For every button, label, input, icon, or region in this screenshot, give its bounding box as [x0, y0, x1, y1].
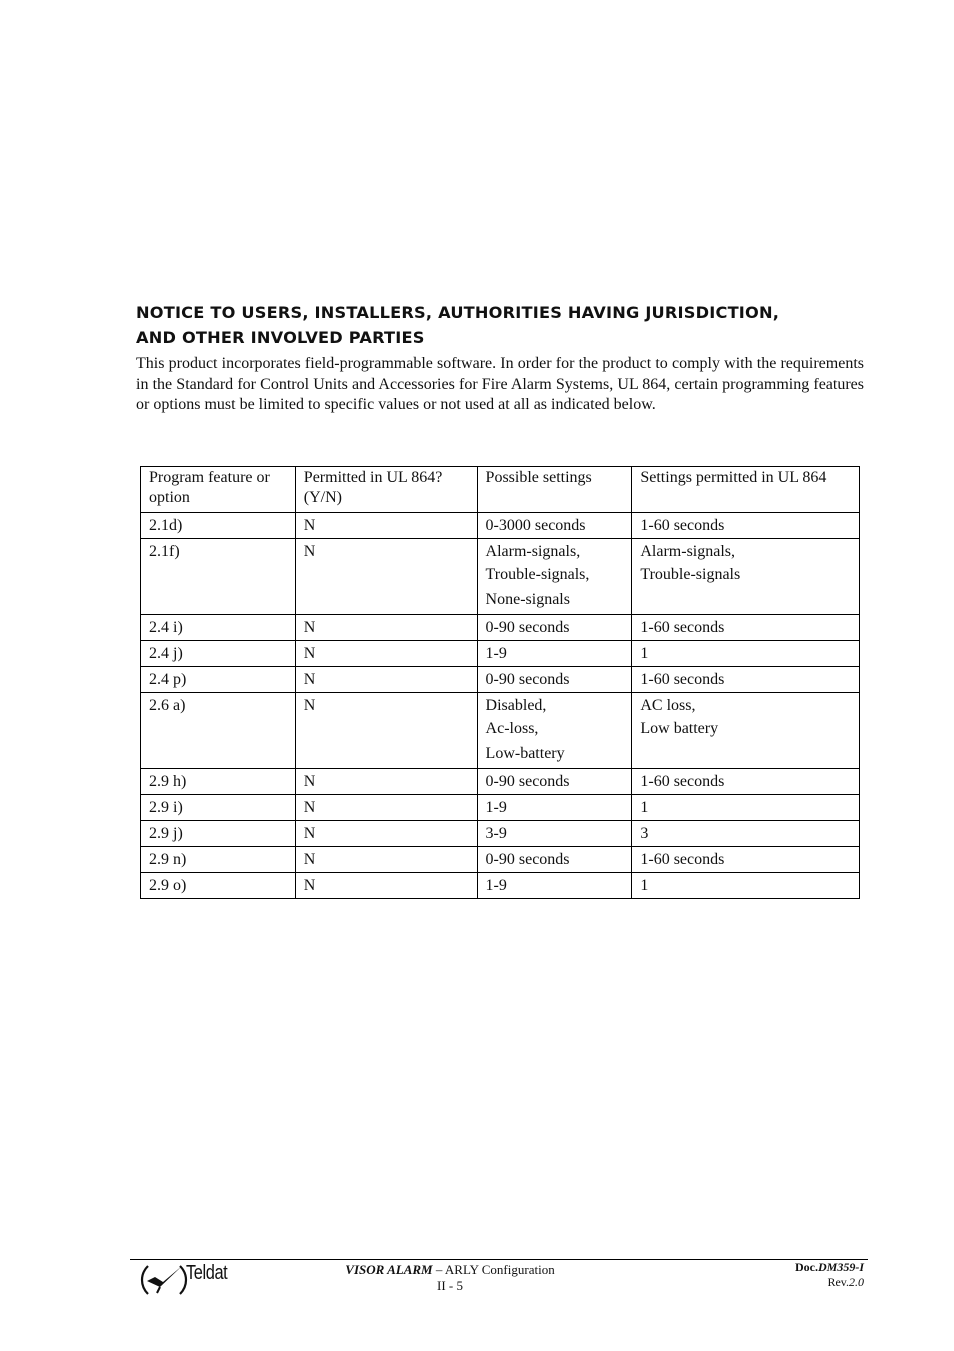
header-permitted-settings: Settings permitted in UL 864	[632, 467, 860, 513]
cell-permitted-settings	[632, 693, 860, 769]
footer-title	[300, 1262, 600, 1278]
cell-line: 1-60 seconds	[640, 671, 725, 688]
cell-feature: 2.4 i)	[141, 615, 296, 641]
cell-line: Disabled,	[485, 697, 547, 714]
cell-permitted: N	[295, 769, 477, 795]
ul864-settings-table	[140, 466, 860, 899]
cell-line: AC loss,	[640, 697, 696, 714]
cell-line: 0-90 seconds	[485, 773, 570, 790]
cell-permitted: N	[295, 873, 477, 899]
cell-line: Low-battery	[485, 745, 565, 762]
cell-line: None-signals	[485, 591, 570, 608]
cell-permitted: N	[295, 847, 477, 873]
rev-number: 2.0	[849, 1275, 864, 1289]
table-body	[141, 513, 860, 899]
cell-permitted-settings	[632, 847, 860, 873]
cell-possible-settings	[477, 769, 632, 795]
cell-permitted-settings	[632, 795, 860, 821]
cell-possible-settings	[477, 821, 632, 847]
revision	[700, 1275, 864, 1290]
table-header-row	[141, 467, 860, 513]
table-row	[141, 769, 860, 795]
rev-prefix: Rev.	[827, 1275, 849, 1289]
cell-line: 1	[640, 877, 649, 894]
footer-product: VISOR ALARM	[345, 1262, 433, 1277]
cell-line: 1	[640, 799, 649, 816]
cell-line: 1-9	[485, 877, 507, 894]
cell-feature: 2.1d)	[141, 513, 296, 539]
cell-line: 1-60 seconds	[640, 851, 725, 868]
footer-separator: –	[432, 1262, 445, 1277]
cell-permitted-settings	[632, 539, 860, 615]
cell-permitted-settings	[632, 615, 860, 641]
table-row	[141, 821, 860, 847]
cell-feature: 2.9 o)	[141, 873, 296, 899]
cell-line: 3-9	[485, 825, 507, 842]
cell-permitted: N	[295, 615, 477, 641]
notice-body: This product incorporates field-programmable software. In order for the product to comply with the requirements in the Standard for Control Units and Accessories for Fire Alarm Systems, UL 864, certain programming features or options must be limited to specific values or not used at all as indicated below.	[136, 355, 864, 413]
cell-permitted: N	[295, 641, 477, 667]
table-row	[141, 847, 860, 873]
cell-possible-settings	[477, 667, 632, 693]
cell-feature: 2.9 n)	[141, 847, 296, 873]
cell-feature: 2.9 i)	[141, 795, 296, 821]
cell-possible-settings	[477, 795, 632, 821]
cell-permitted: N	[295, 513, 477, 539]
cell-feature: 2.4 p)	[141, 667, 296, 693]
footer-center	[300, 1262, 600, 1294]
cell-permitted: N	[295, 539, 477, 615]
notice-heading-line-1: NOTICE TO USERS, INSTALLERS, AUTHORITIES HAVING JURISDICTION,	[136, 303, 780, 322]
cell-feature: 2.1f)	[141, 539, 296, 615]
footer-doc-info	[700, 1260, 864, 1290]
table-row	[141, 513, 860, 539]
notice-heading-line-2: AND OTHER INVOLVED PARTIES	[136, 328, 425, 347]
cell-permitted: N	[295, 693, 477, 769]
header-possible-settings: Possible settings	[477, 467, 632, 513]
doc-prefix: Doc.	[794, 1260, 818, 1274]
cell-line: Alarm-signals,	[485, 543, 581, 560]
cell-permitted: N	[295, 667, 477, 693]
cell-possible-settings	[477, 873, 632, 899]
header-permitted: Permitted in UL 864? (Y/N)	[295, 467, 477, 513]
cell-line: 1	[640, 645, 649, 662]
cell-line: 0-90 seconds	[485, 671, 570, 688]
notice-heading	[136, 300, 876, 350]
page-number: II - 5	[437, 1278, 463, 1293]
cell-line: Ac-loss,	[485, 720, 539, 737]
cell-permitted-settings	[632, 513, 860, 539]
table-row	[141, 539, 860, 615]
cell-possible-settings	[477, 539, 632, 615]
cell-line: 0-3000 seconds	[485, 517, 586, 534]
cell-line: 1-60 seconds	[640, 773, 725, 790]
doc-id	[700, 1260, 864, 1275]
header-feature: Program feature or option	[141, 467, 296, 513]
table-row	[141, 693, 860, 769]
table-row	[141, 667, 860, 693]
cell-permitted-settings	[632, 873, 860, 899]
table-row	[141, 873, 860, 899]
table-row	[141, 641, 860, 667]
cell-feature: 2.9 j)	[141, 821, 296, 847]
table-row	[141, 795, 860, 821]
cell-possible-settings	[477, 615, 632, 641]
cell-line: 1-9	[485, 645, 507, 662]
cell-line: Low battery	[640, 720, 719, 737]
table-row	[141, 615, 860, 641]
footer-section: ARLY Configuration	[444, 1262, 555, 1277]
cell-possible-settings	[477, 641, 632, 667]
cell-line: 3	[640, 825, 649, 842]
cell-possible-settings	[477, 693, 632, 769]
cell-permitted-settings	[632, 641, 860, 667]
cell-line: Trouble-signals,	[485, 566, 590, 583]
cell-line: Alarm-signals,	[640, 543, 736, 560]
cell-permitted-settings	[632, 769, 860, 795]
cell-line: 0-90 seconds	[485, 619, 570, 636]
cell-permitted-settings	[632, 821, 860, 847]
cell-permitted: N	[295, 821, 477, 847]
cell-line: 1-60 seconds	[640, 619, 725, 636]
cell-possible-settings	[477, 847, 632, 873]
cell-line: Trouble-signals	[640, 566, 741, 583]
cell-line: 0-90 seconds	[485, 851, 570, 868]
cell-feature: 2.9 h)	[141, 769, 296, 795]
cell-possible-settings	[477, 513, 632, 539]
cell-permitted-settings	[632, 667, 860, 693]
cell-permitted: N	[295, 795, 477, 821]
cell-line: 1-9	[485, 799, 507, 816]
cell-feature: 2.4 j)	[141, 641, 296, 667]
logo-text: Teldat	[186, 1262, 228, 1284]
doc-number: DM359-I	[817, 1260, 864, 1274]
cell-line: 1-60 seconds	[640, 517, 725, 534]
cell-feature: 2.6 a)	[141, 693, 296, 769]
